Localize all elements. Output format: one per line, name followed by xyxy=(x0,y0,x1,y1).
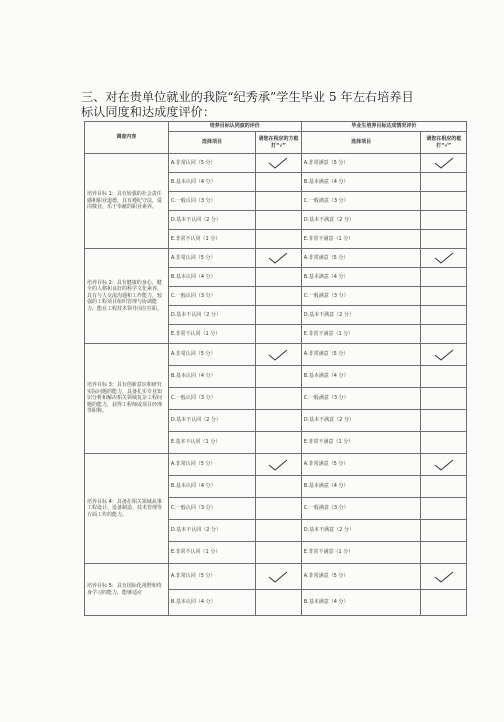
checkbox-cell[interactable] xyxy=(421,564,467,590)
option-label: B.基本认同（4 分） xyxy=(168,476,255,498)
option-label: A.非常满意（5 分） xyxy=(301,344,421,366)
checkbox-cell[interactable] xyxy=(256,520,302,542)
option-label: D.基本不满意（2 分） xyxy=(301,410,421,432)
option-label: D.基本不满意（2 分） xyxy=(301,306,421,325)
checkbox-cell[interactable] xyxy=(421,325,467,344)
check-mark-icon xyxy=(433,459,455,471)
checkbox-cell[interactable] xyxy=(256,287,302,306)
checkbox-cell[interactable] xyxy=(256,249,302,268)
checkbox-cell[interactable] xyxy=(256,325,302,344)
check-mark-icon xyxy=(267,157,289,169)
objective-block-4 xyxy=(85,454,467,564)
option-label: E.非常不认同（1 分） xyxy=(168,230,255,249)
table-row xyxy=(85,154,467,173)
checkbox-cell[interactable] xyxy=(256,268,302,287)
checkbox-cell[interactable] xyxy=(256,192,302,211)
option-label: A.非常认同（5 分） xyxy=(168,454,255,476)
checkbox-cell[interactable] xyxy=(421,249,467,268)
option-label: A.非常认同（5 分） xyxy=(168,249,255,268)
checkbox-cell[interactable] xyxy=(256,344,302,366)
checkbox-cell[interactable] xyxy=(256,154,302,173)
option-label: C.一般认同（3 分） xyxy=(168,498,255,520)
option-label: B.基本满意（4 分） xyxy=(301,173,421,192)
checkbox-cell[interactable] xyxy=(421,520,467,542)
option-label: E.非常不满意（1 分） xyxy=(301,542,421,564)
option-label: C.一般认同（3 分） xyxy=(168,388,255,410)
option-label: A.非常满意（5 分） xyxy=(301,454,421,476)
option-label: A.非常满意（5 分） xyxy=(301,249,421,268)
option-label: E.非常不满意（1 分） xyxy=(301,325,421,344)
checkbox-cell[interactable] xyxy=(421,344,467,366)
header-mark-2: 请您在相应的框打“√” xyxy=(421,132,467,154)
section-heading xyxy=(81,90,461,119)
option-label: B.基本认同（4 分） xyxy=(168,173,255,192)
option-label: D.基本不满意（2 分） xyxy=(301,211,421,230)
checkbox-cell[interactable] xyxy=(421,173,467,192)
checkbox-cell[interactable] xyxy=(256,388,302,410)
option-label: B.基本满意（4 分） xyxy=(301,268,421,287)
option-label: C.一般满意（3 分） xyxy=(301,498,421,520)
checkbox-cell[interactable] xyxy=(256,410,302,432)
objective-block-2 xyxy=(85,249,467,344)
option-label: D.基本不认同（2 分） xyxy=(168,211,255,230)
option-label: C.一般认同（3 分） xyxy=(168,287,255,306)
table-row xyxy=(85,454,467,476)
checkbox-cell[interactable] xyxy=(256,498,302,520)
objective-block-1 xyxy=(85,154,467,249)
checkbox-cell[interactable] xyxy=(421,306,467,325)
check-mark-icon xyxy=(267,349,289,361)
checkbox-cell[interactable] xyxy=(421,432,467,454)
header-recognition-group: 培养目标认同度的评价 xyxy=(168,122,301,132)
objective-block-3 xyxy=(85,344,467,454)
option-label: A.非常满意（5 分） xyxy=(301,154,421,173)
option-label: B.基本认同（4 分） xyxy=(168,268,255,287)
objective-description: 培养目标 3：具有创新意识和研究实际问题的能力，具备扎实专业知识分析和解决相关领域复杂工程问题的能力，获得工程师或项目经理等职称。 xyxy=(85,344,169,454)
objective-description: 培养目标 4：具备在相关领域从事工程设计、设备制造、技术管理等方面工作的能力。 xyxy=(85,454,169,564)
checkbox-cell[interactable] xyxy=(256,173,302,192)
header-option-2: 选择项目 xyxy=(301,132,421,154)
option-label: D.基本不认同（2 分） xyxy=(168,410,255,432)
option-label: E.非常不满意（1 分） xyxy=(301,230,421,249)
checkbox-cell[interactable] xyxy=(421,476,467,498)
header-mark-1: 请您在相应的方框打“√” xyxy=(256,132,302,154)
table-header xyxy=(85,122,467,154)
header-option-1: 选择项目 xyxy=(168,132,255,154)
option-label: E.非常不满意（1 分） xyxy=(301,432,421,454)
table-row xyxy=(85,344,467,366)
check-mark-icon xyxy=(433,571,455,583)
check-mark-icon xyxy=(267,459,289,471)
checkbox-cell[interactable] xyxy=(421,410,467,432)
option-label: B.基本满意（4 分） xyxy=(301,476,421,498)
checkbox-cell[interactable] xyxy=(421,498,467,520)
header-survey-content: 调查内容 xyxy=(85,122,169,154)
objective-block-5 xyxy=(85,564,467,616)
option-label: A.非常认同（5 分） xyxy=(168,344,255,366)
checkbox-cell[interactable] xyxy=(256,230,302,249)
option-label: C.一般满意（3 分） xyxy=(301,287,421,306)
checkbox-cell[interactable] xyxy=(421,192,467,211)
header-achievement-group: 毕业生培养目标达成情况评价 xyxy=(301,122,466,132)
option-label: C.一般认同（3 分） xyxy=(168,192,255,211)
option-label: B.基本认同（4 分） xyxy=(168,590,255,616)
objective-description: 培养目标 1：具有较强的社会责任感和职业道德，具有遵纪守法，爱岗敬业，乐于奉献的职业素养。 xyxy=(85,154,169,249)
evaluation-table xyxy=(84,121,467,616)
option-label: A.非常认同（5 分） xyxy=(168,154,255,173)
option-label: E.非常不认同（1 分） xyxy=(168,542,255,564)
checkbox-cell[interactable] xyxy=(421,287,467,306)
option-label: B.基本满意（4 分） xyxy=(301,590,421,616)
checkbox-cell[interactable] xyxy=(421,590,467,616)
option-label: B.基本认同（4 分） xyxy=(168,366,255,388)
checkbox-cell[interactable] xyxy=(421,211,467,230)
option-label: A.非常认同（5 分） xyxy=(168,564,255,590)
check-mark-icon xyxy=(433,349,455,361)
checkbox-cell[interactable] xyxy=(421,154,467,173)
checkbox-cell[interactable] xyxy=(256,306,302,325)
checkbox-cell[interactable] xyxy=(256,454,302,476)
option-label: D.基本不认同（2 分） xyxy=(168,306,255,325)
table-row xyxy=(85,564,467,590)
checkbox-cell[interactable] xyxy=(256,211,302,230)
option-label: D.基本不满意（2 分） xyxy=(301,520,421,542)
checkbox-cell[interactable] xyxy=(421,542,467,564)
objective-description: 培养目标 2：具有健康的身心，健全的人格和良好的科学文化素养，具有与人交流沟通和工作能力，较强的工程项目组织管理与协调能力，能在工程技术领导岗位任职。 xyxy=(85,249,169,344)
option-label: D.基本不认同（2 分） xyxy=(168,520,255,542)
check-mark-icon xyxy=(433,252,455,264)
checkbox-cell[interactable] xyxy=(256,432,302,454)
heading-line-1: 三、对在贵单位就业的我院“纪秀承”学生毕业 5 年左右培养目 xyxy=(81,90,414,104)
check-mark-icon xyxy=(433,157,455,169)
option-label: C.一般满意（3 分） xyxy=(301,388,421,410)
check-mark-icon xyxy=(267,571,289,583)
option-label: B.基本满意（4 分） xyxy=(301,366,421,388)
checkbox-cell[interactable] xyxy=(256,366,302,388)
checkbox-cell[interactable] xyxy=(256,476,302,498)
checkbox-cell[interactable] xyxy=(421,230,467,249)
checkbox-cell[interactable] xyxy=(256,542,302,564)
check-mark-icon xyxy=(267,252,289,264)
option-label: C.一般满意（3 分） xyxy=(301,192,421,211)
checkbox-cell[interactable] xyxy=(256,590,302,616)
heading-line-2: 标认同度和达成度评价： xyxy=(81,104,216,119)
checkbox-cell[interactable] xyxy=(421,366,467,388)
checkbox-cell[interactable] xyxy=(421,268,467,287)
checkbox-cell[interactable] xyxy=(421,454,467,476)
table-row xyxy=(85,249,467,268)
option-label: A.非常满意（5 分） xyxy=(301,564,421,590)
option-label: E.非常不认同（1 分） xyxy=(168,325,255,344)
checkbox-cell[interactable] xyxy=(256,564,302,590)
checkbox-cell[interactable] xyxy=(421,388,467,410)
option-label: E.基本不认同（1 分） xyxy=(168,432,255,454)
objective-description: 培养目标 5：具有国际化视野和终身学习的能力，能够适应 xyxy=(85,564,169,616)
